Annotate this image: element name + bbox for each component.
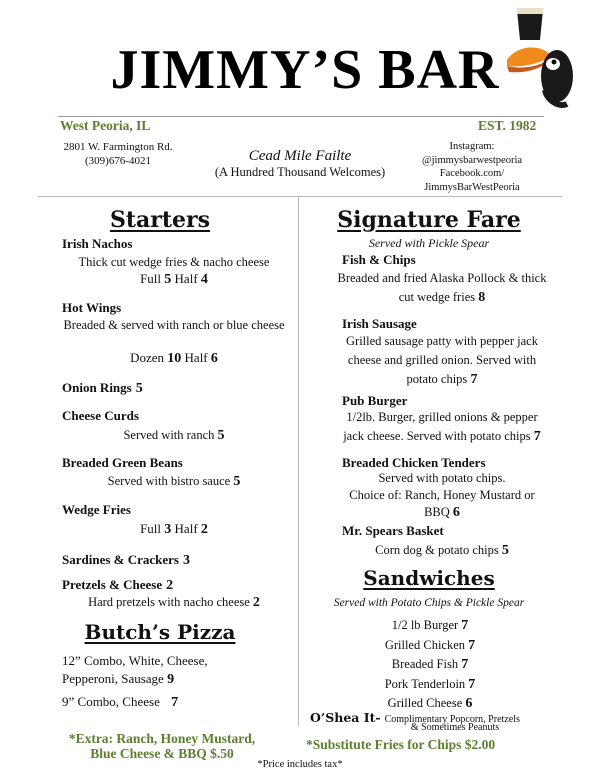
price-label: Half — [174, 271, 198, 286]
oshea-name: O’Shea It- — [310, 710, 381, 725]
sandwich-name: 1/2 lb Burger — [391, 618, 459, 632]
sandwich-name: Grilled Cheese — [387, 696, 463, 710]
price-value: 5 — [164, 272, 172, 287]
item-onion-rings: Onion Rings — [62, 380, 132, 395]
oshea-desc1: Complimentary Popcorn, Pretzels — [384, 714, 520, 725]
row-onion-rings — [62, 379, 143, 397]
price-chicken-tenders: 6 — [452, 505, 460, 520]
desc-chicken-tenders — [336, 470, 548, 521]
item-irish-sausage: Irish Sausage — [342, 316, 417, 331]
pizza-line2-row — [62, 670, 174, 689]
greeting-translation: (A Hundred Thousand Welcomes) — [214, 165, 386, 179]
pizza-heading: Butch’s Pizza — [84, 620, 236, 644]
sandwich-name: Pork Tenderloin — [384, 676, 466, 691]
oshea-desc2: & Sometimes Peanuts — [410, 722, 500, 733]
sandwiches-heading: Sandwiches — [363, 566, 495, 590]
desc-irish-sausage — [336, 332, 548, 389]
desc-line: 1/2lb. Burger, grilled onions & pepper — [346, 410, 538, 424]
price-pretzels-cheese: 2 — [166, 578, 174, 593]
desc-line: potato chips — [406, 372, 468, 386]
sandwiches-subheading: Served with Potato Chips & Pickle Spear — [333, 597, 525, 609]
price-irish-sausage: 7 — [470, 372, 478, 387]
instagram-handle: @jimmysbarwestpeoria — [421, 154, 523, 166]
price-value: 6 — [210, 351, 218, 366]
price-pretzels-desc: 2 — [252, 595, 260, 610]
desc-line: Corn dog & potato chips — [375, 543, 499, 557]
price-pub-burger: 7 — [533, 429, 541, 444]
desc-hot-wings: Breaded & served with ranch or blue cheese — [63, 318, 285, 332]
social-block — [404, 140, 540, 194]
price-label: Full — [140, 271, 162, 286]
extra-sauces-note — [40, 731, 284, 761]
pizza-line2: Pepperoni, Sausage — [62, 671, 164, 686]
sandwich-price: 7 — [461, 657, 469, 672]
sandwich-price: 7 — [468, 676, 476, 692]
item-breaded-green-beans: Breaded Green Beans — [62, 455, 183, 470]
price-value: 2 — [200, 522, 208, 537]
item-hot-wings: Hot Wings — [62, 300, 122, 315]
sandwich-name: Breaded Fish — [391, 657, 459, 671]
sandwich-price: 7 — [468, 637, 476, 653]
facebook-label: Facebook.com/ — [439, 168, 505, 179]
desc-line: Breaded and fried Alaska Pollock & thick — [337, 271, 547, 285]
row-cheese-curds — [62, 428, 286, 444]
row-pretzels — [62, 576, 173, 594]
price-sardines-crackers: 3 — [183, 553, 190, 568]
price-wedge-fries — [62, 521, 286, 538]
location-text: West Peoria, IL — [60, 118, 151, 133]
list-item — [330, 655, 530, 675]
price-label: Dozen — [130, 350, 165, 365]
substitute-note: *Substitute Fries for Chips $2.00 — [306, 737, 496, 752]
desc-fish-chips — [336, 269, 548, 307]
price-breaded-green-beans: 5 — [233, 474, 241, 489]
desc-line: jack cheese. Served with potato chips — [343, 429, 531, 443]
item-chicken-tenders: Breaded Chicken Tenders — [342, 455, 486, 470]
pizza-line1: 12” Combo, White, Cheese, — [62, 653, 208, 668]
item-mr-spears-basket: Mr. Spears Basket — [342, 523, 444, 538]
price-mr-spears-basket: 5 — [501, 543, 509, 558]
item-wedge-fries: Wedge Fries — [62, 502, 131, 517]
desc-line: Grilled sausage patty with pepper jack — [346, 334, 538, 348]
desc-irish-nachos: Thick cut wedge fries & nacho cheese — [78, 255, 270, 269]
bar-name-title: JIMMY’S BAR — [110, 39, 500, 101]
tax-note: *Price includes tax* — [257, 759, 343, 770]
greeting-text: Cead Mile Failte — [248, 148, 352, 164]
facebook-handle: JimmysBarWestPeoria — [424, 181, 520, 193]
desc-line: Choice of: Ranch, Honey Mustard or — [349, 488, 535, 502]
address-block — [58, 140, 178, 168]
sandwich-list — [330, 616, 530, 714]
desc-line: BBQ — [424, 505, 450, 519]
desc-breaded-green-beans: Served with bistro sauce — [107, 474, 231, 488]
extra-line1: *Extra: Ranch, Honey Mustard, — [68, 731, 256, 746]
header-divider — [58, 116, 544, 117]
row-sardines — [62, 551, 190, 569]
extra-line2: Blue Cheese & BBQ $.50 — [90, 746, 234, 761]
item-fish-chips: Fish & Chips — [342, 252, 416, 267]
established-text: EST. 1982 — [478, 118, 537, 133]
desc-line: cut wedge fries — [398, 290, 476, 304]
signature-subheading: Served with Pickle Spear — [368, 236, 490, 250]
price-hot-wings — [62, 350, 286, 367]
desc-line: cheese and grilled onion. Served with — [347, 353, 537, 367]
item-cheese-curds: Cheese Curds — [62, 408, 139, 423]
starters-heading: Starters — [109, 207, 211, 233]
pizza-price-12in: 9 — [167, 672, 175, 687]
signature-heading: Signature Fare — [337, 207, 521, 233]
desc-mr-spears-basket — [336, 543, 548, 559]
item-sardines-crackers: Sardines & Crackers — [62, 552, 179, 567]
price-onion-rings: 5 — [135, 381, 143, 396]
row-breaded-green-beans — [62, 474, 286, 490]
pizza-price-9in: 7 — [171, 695, 179, 710]
row-pretzels-desc — [62, 595, 286, 611]
desc-cheese-curds: Served with ranch — [123, 428, 215, 442]
price-label: Half — [184, 350, 208, 365]
price-cheese-curds: 5 — [217, 428, 225, 443]
price-label: Full — [140, 521, 162, 536]
pizza-line3: 9” Combo, Cheese — [62, 694, 160, 709]
list-item — [330, 636, 530, 656]
sandwich-price: 6 — [465, 696, 473, 711]
pizza-line3-row — [62, 694, 178, 711]
price-label: Half — [174, 521, 198, 536]
phone-number: (309)676-4021 — [85, 155, 151, 167]
item-pretzels-cheese: Pretzels & Cheese — [62, 577, 163, 592]
desc-line: Served with potato chips. — [378, 471, 506, 485]
item-irish-nachos: Irish Nachos — [62, 236, 133, 251]
list-item — [330, 675, 530, 695]
instagram-label: Instagram: — [449, 141, 495, 152]
item-pub-burger: Pub Burger — [342, 393, 408, 408]
price-value: 4 — [200, 272, 208, 287]
sandwich-price: 7 — [461, 618, 469, 633]
desc-pretzels-cheese: Hard pretzels with nacho cheese — [88, 595, 250, 609]
price-fish-chips: 8 — [478, 290, 486, 305]
greeting-block — [200, 148, 400, 180]
list-item — [330, 616, 530, 636]
toucan-logo-icon — [497, 4, 577, 116]
address-line: 2801 W. Farmington Rd. — [63, 141, 173, 153]
sandwich-name: Grilled Chicken — [384, 637, 466, 652]
price-value: 10 — [167, 351, 182, 366]
price-irish-nachos — [62, 271, 286, 288]
section-divider — [38, 196, 562, 197]
desc-pub-burger — [336, 408, 548, 446]
price-value: 3 — [164, 522, 172, 537]
column-divider — [298, 196, 299, 726]
